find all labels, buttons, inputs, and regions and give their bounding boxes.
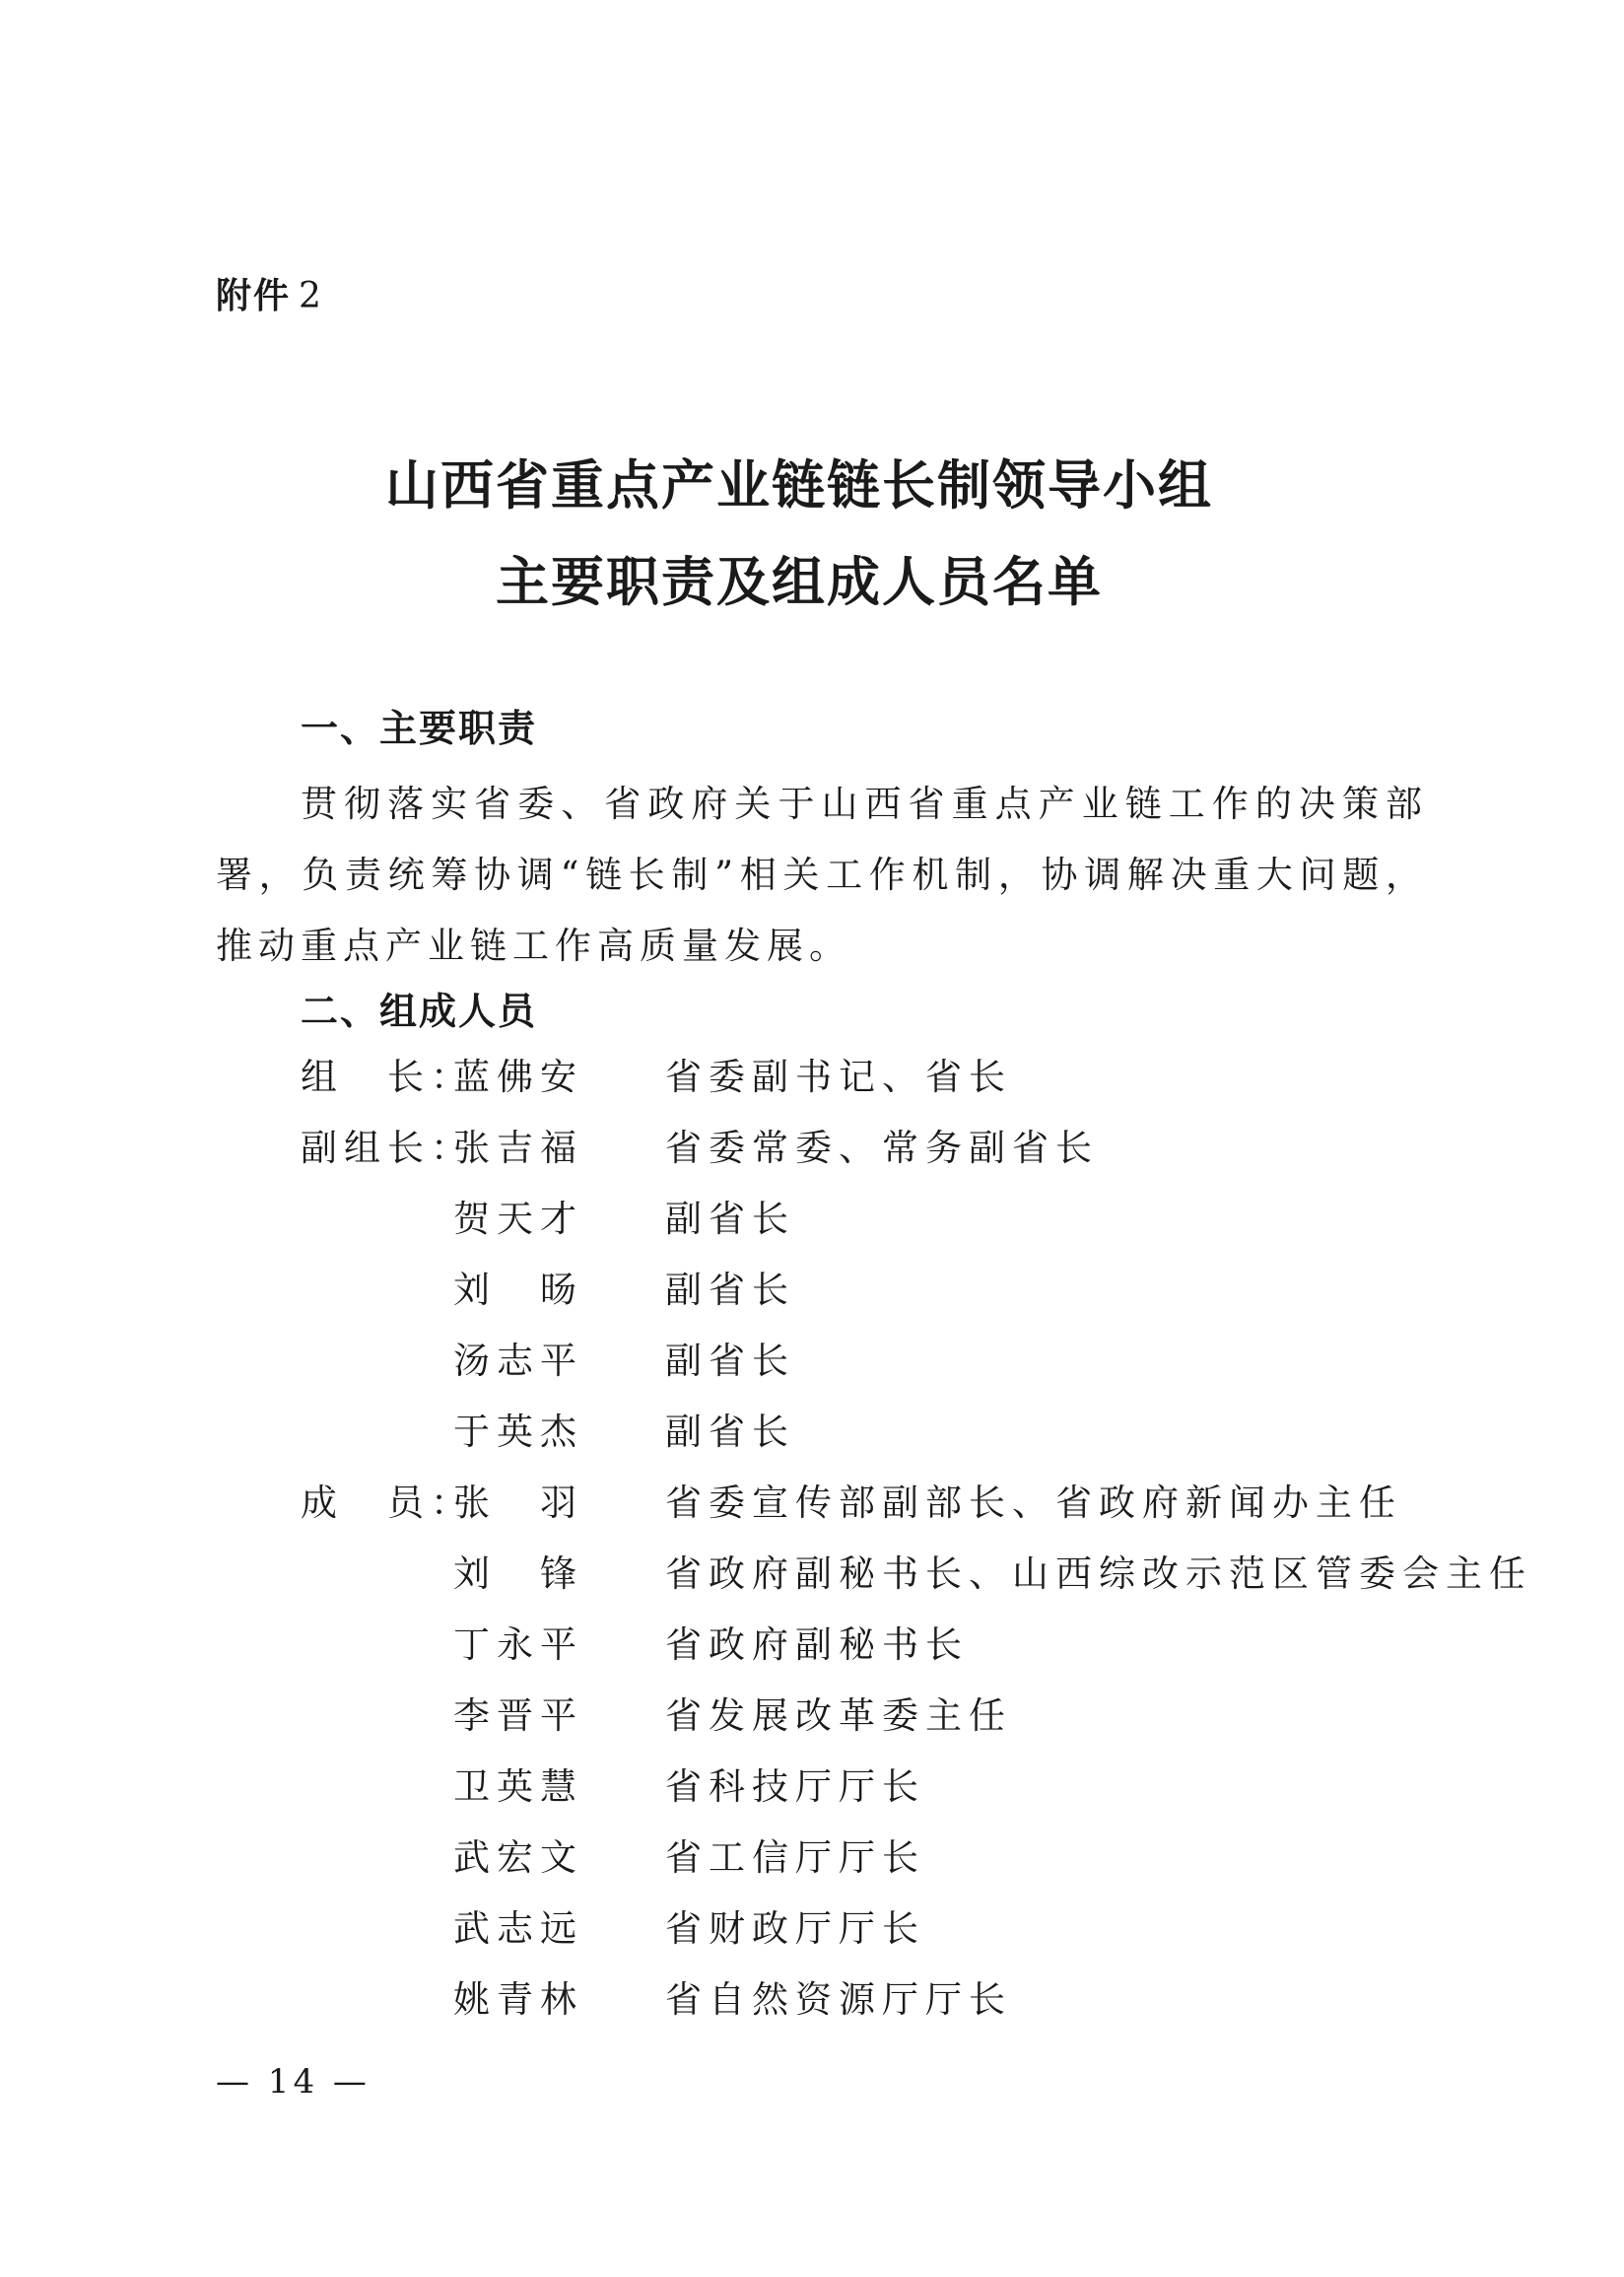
member-name: 张吉福 (453, 1127, 583, 1169)
member-name: 刘 锋 (453, 1552, 583, 1595)
member-position: 省委副书记、省长 (665, 1056, 1012, 1098)
member-name: 汤志平 (453, 1340, 583, 1382)
member-position: 省自然资源厅厅长 (665, 1978, 1012, 2021)
document-title-line-2: 主要职责及组成人员名单 (496, 550, 1103, 613)
member-role: 组 长： (301, 1056, 474, 1098)
member-role: 副组长： (301, 1127, 474, 1169)
member-name: 姚青林 (453, 1978, 583, 2021)
member-position: 省政府副秘书长、山西综改示范区管委会主任 (665, 1552, 1532, 1595)
member-name: 于英杰 (453, 1411, 583, 1453)
member-position: 副省长 (665, 1411, 795, 1453)
member-position: 省政府副秘书长 (665, 1623, 969, 1666)
page-number: — 14 — (216, 2062, 371, 2102)
member-name: 丁永平 (453, 1623, 583, 1666)
member-name: 刘 旸 (453, 1269, 583, 1311)
section-heading-members: 二、组成人员 (301, 990, 538, 1033)
member-position: 副省长 (665, 1340, 795, 1382)
section-heading-duties: 一、主要职责 (301, 707, 538, 750)
duties-paragraph: 贯彻落实省委、省政府关于山西省重点产业链工作的决策部署，负责统筹协调“链长制”相关工作机制，协调解决重大问题，推动重点产业链工作高质量发展。 (216, 783, 1428, 967)
member-name: 李晋平 (453, 1694, 583, 1737)
member-position: 副省长 (665, 1198, 795, 1240)
document-title-line-1: 山西省重点产业链链长制领导小组 (385, 453, 1213, 517)
member-name: 蓝佛安 (453, 1056, 583, 1098)
attachment-label (216, 268, 323, 318)
member-name: 张 羽 (453, 1482, 583, 1524)
member-position: 省科技厅厅长 (665, 1765, 925, 1808)
attachment-number: 2 (299, 276, 323, 316)
member-position: 省委常委、常务副省长 (665, 1127, 1099, 1169)
member-position: 省发展改革委主任 (665, 1694, 1012, 1737)
member-name: 卫英慧 (453, 1765, 583, 1808)
attachment-text: 附件 (216, 276, 292, 316)
member-position: 副省长 (665, 1269, 795, 1311)
member-position: 省财政厅厅长 (665, 1907, 925, 1950)
member-role: 成 员： (301, 1482, 474, 1524)
member-name: 武宏文 (453, 1836, 583, 1879)
member-position: 省工信厅厅长 (665, 1836, 925, 1879)
member-position: 省委宣传部副部长、省政府新闻办主任 (665, 1482, 1402, 1524)
member-name: 武志远 (453, 1907, 583, 1950)
member-name: 贺天才 (453, 1198, 583, 1240)
